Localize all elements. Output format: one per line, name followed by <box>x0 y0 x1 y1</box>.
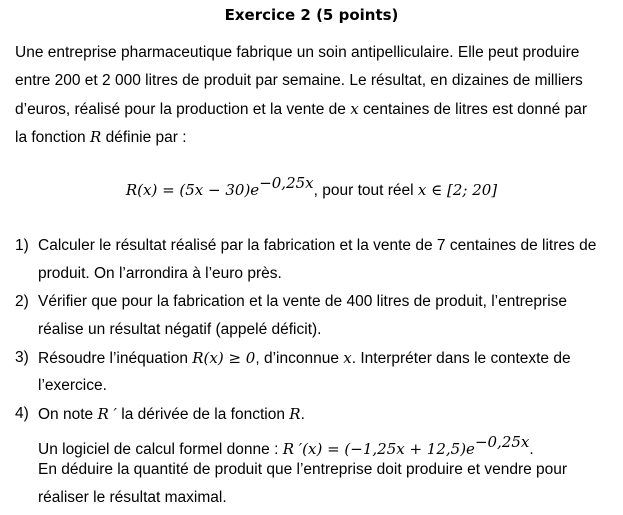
question-4-text-1b: la dérivée de la fonction <box>116 406 290 423</box>
question-3-text-1a: Résoudre l’inéquation <box>38 350 193 367</box>
question-1-text-1: Calculer le résultat réalisé par la fabrication et la vente de 7 centaines de litres de <box>38 237 597 254</box>
question-4-text-2a: Un logiciel de calcul formel donne : <box>38 441 283 458</box>
question-3-number: 3) <box>15 349 29 366</box>
exercise-title: Exercice 2 (5 points) <box>224 6 399 24</box>
question-2-text-1: Vérifier que pour la fabrication et la vente de 400 litres de produit, l’entreprise <box>38 293 568 310</box>
intro-text-4a: la fonction <box>15 129 90 146</box>
question-3-line-2 <box>38 377 107 395</box>
question-2-number: 2) <box>15 293 29 310</box>
function-definition <box>0 174 623 200</box>
formula-exponent: −0,25x <box>259 174 314 192</box>
intro-text-1: Une entreprise pharmaceutique fabrique un soin antipelliculaire. Elle peut produire <box>15 44 580 61</box>
intro-line-1 <box>15 44 579 62</box>
question-4-line-2 <box>38 433 534 459</box>
question-2-line-1 <box>38 293 567 311</box>
question-4-text-3: En déduire la quantité de produit que l’entreprise doit produire et vendre pour <box>38 461 568 478</box>
intro-var-x: x <box>350 100 359 118</box>
formula-domain: x ∈ [2; 20] <box>417 181 498 199</box>
question-4-derivative-formula: R ′(x) = (−1,25x + 12,5)e <box>282 440 475 458</box>
intro-line-2 <box>15 72 583 90</box>
question-3-text-1b: , d’inconnue <box>255 350 344 367</box>
formula-text: , pour tout réel <box>313 182 418 199</box>
question-1-line-1 <box>38 237 596 255</box>
question-1-number: 1) <box>15 237 29 254</box>
question-3-var-x: x <box>343 349 352 367</box>
question-4-var-r: R <box>289 405 301 423</box>
question-4-exponent: −0,25x <box>474 433 530 451</box>
intro-text-3a: d’euros, réalisé pour la production et la vente de <box>15 101 351 118</box>
question-4-text-1a: On note <box>38 406 98 423</box>
question-3-inequality: R(x) ≥ 0 <box>192 349 256 367</box>
intro-text-2: entre 200 et 2 000 litres de produit par semaine. Le résultat, en dizaines de milliers <box>15 72 583 89</box>
question-4-line-4 <box>38 489 227 507</box>
intro-text-3b: centaines de litres est donné par <box>358 101 587 118</box>
question-3-line-1 <box>38 349 571 368</box>
question-2-text-2: réalise un résultat négatif (appelé déficit). <box>38 321 322 338</box>
question-4-line-3 <box>38 461 567 479</box>
question-4-text-2c: . <box>529 441 534 458</box>
question-1-line-2 <box>38 265 282 283</box>
question-4-derivative-symbol: R ′ <box>97 405 117 423</box>
question-3-text-1c: . Interpréter dans le contexte de <box>351 350 571 367</box>
question-2-line-2 <box>38 321 321 339</box>
intro-line-4 <box>15 128 187 147</box>
formula-lhs: R(x) = (5x − 30)e <box>125 181 260 199</box>
question-3-text-2: l’exercice. <box>38 377 107 394</box>
question-1-text-2: produit. On l’arrondira à l’euro près. <box>38 265 282 282</box>
question-4-line-1 <box>38 405 305 424</box>
intro-line-3 <box>15 100 587 119</box>
intro-var-r: R <box>89 128 102 146</box>
question-4-text-4: réaliser le résultat maximal. <box>38 489 227 506</box>
question-4-text-1c: . <box>300 406 305 423</box>
question-4-number: 4) <box>15 405 29 422</box>
intro-text-4b: définie par : <box>101 129 187 146</box>
